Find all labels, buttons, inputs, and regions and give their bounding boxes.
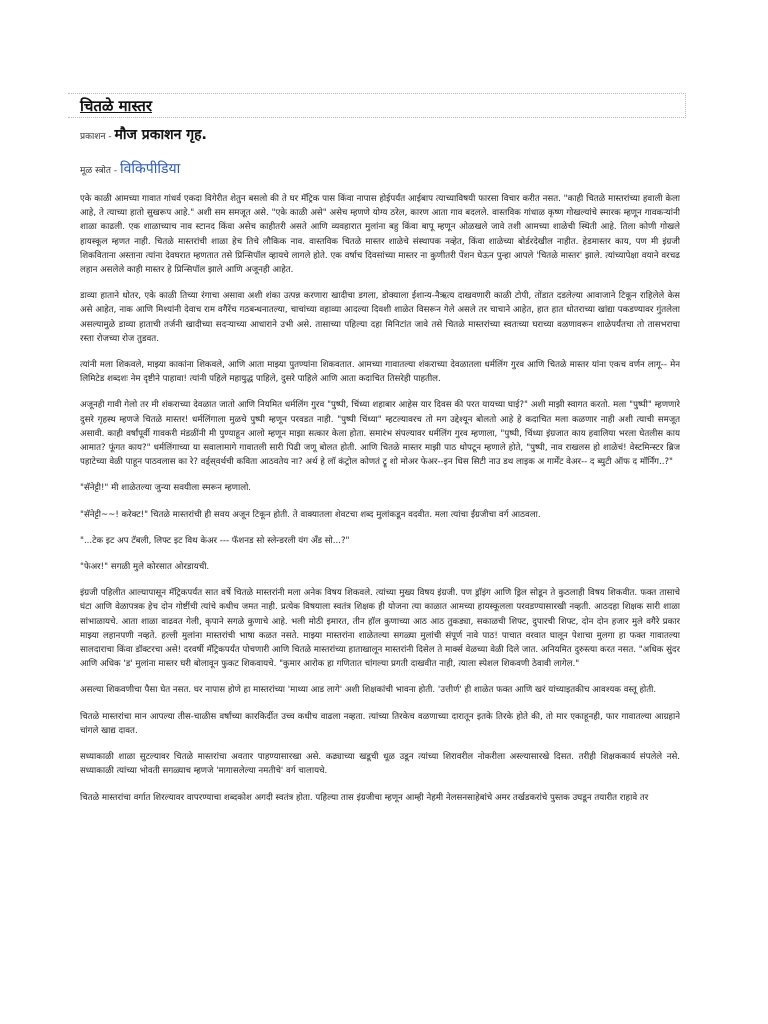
publisher-label: प्रकाशन - xyxy=(80,132,112,142)
paragraph: अजूनही गावी गेलो तर मी शंकराच्या देवळात जातो आणि नियमित धर्मलिंग गुरव "पुष्पी, चिंध्या शहाबार आहेस यार दिवस की परत यायच्या घाई?" अशी माझी स्वागत करतो. मला "पुष्पी" म्हणणारे दुसरे गृहस्थ म्हणजे चितळे मास्तर! धर्मलिंगाला मुळचे पुष्पी म्हणून परवडत नाही. "पुष्पी चिंध्या" म्हटल्यावरच तो मग उद्देश्यून बोलतो आहे हे कदाचित मला कळणार नाही अशी त्याची समजूत असावी. काही वर्षांपूर्वी गावकरी मंडळींनी मी पुण्याहून आलो म्हणून माझा सत्कार केला होता. समारंभ संपल्यावर धर्मलिंग गुरव म्हणाला, "पुष्पी, चिंध्या इंग्रजात काय हवालिया भरला घेतलीस काय आमात? फूंगत काय?" धर्मलिंगाच्या या सवालामागे गावातली सारी पिढी जणू बोलत होती. आणि चितळे मास्तर माझी पाठ थोपटून म्हणाले होते, "पुष्पी, नाव राखलस हो शाळेचं! वेस्टमिन्स्टर ब्रिज पहाटेच्या वेळी पाहून पाठवलास का रे? वर्ड्‌स्‌वर्थची कविता आठवतेय ना? अर्थ हे लॉ कंट्रोल कोणतं ट्रू शो मोअर फेअर--इन धिस सिटी नाउ डथ लाइक अ गार्मेंट वेअर-- द ब्युटी ऑफ द मॉर्निंग..?" xyxy=(80,400,680,468)
title-bar xyxy=(68,93,686,118)
publisher-line xyxy=(80,126,207,146)
article-body xyxy=(80,192,680,1014)
publisher-name: मौज प्रकाशन गृह. xyxy=(114,127,207,143)
paragraph: एके काळी आमच्या गावात गांधर्व एकदा विगेरीत शेतुन बसलो की ते घर मॅट्रिक पास किंवा नापास होईपर्यंत आईबाप त्याच्याविषयी फारसा विचार करीत नसत. "काही चितळे मास्तरांच्या हवाली केला आहे, ते त्याच्या हातो सुखरूप आहे." अशी सम समजूत असे. "एके काळी असे" असेच म्हणणे योग्य ठरेल, कारण आता गाव बदलले. वास्तविक गांधाळ कृष्ण गोखल्यांचे स्मारक म्हणून गावकर्‍यांनी शाळा काढली. एक शाळाच्याच नाव स्टानद किंवा असेच काहीतरी असते आणि व्यवहारात मुलांना बहु किंवा बापू म्हणून ओळखले जावे तशी आमच्या शाळेची स्थिती आहे. तिला कोणी गोखले हायस्कूल म्हणत नाही. चितळे मास्तरांची शाळा हेच तिचे लौकिक नाव. वास्तविक चितळे मास्तर शाळेचे संस्थापक नव्हेत, किंवा शाळेच्या बोर्डरदेखील नाहीत. हेडमास्तर काय, पण मी इंग्रजी शिकविताना अस्ताना त्यांना देवघरात म्हणतात तसे प्रिन्सिपॉल व्हायचे लागले होते. एक वर्षाच दिवसांच्या मास्तर ना कुणीतरी पेंशन घेऊन पुन्हा आपले 'चितळे मास्तर' झाले. त्यांच्यापेक्षा वयाने वरचढ लहान असलेले काही मास्तर हे प्रिन्सिपॉल झाले आणि अजूनही आहेत. xyxy=(80,194,680,276)
page-title: चितळे मास्तर xyxy=(80,97,152,115)
source-label: मूळ स्त्रोत - xyxy=(80,166,118,176)
paragraph: "...टेक इट अप टॅबली, लिफ्ट इट विथ केअर --- फॅशनड सो स्लेन्डरली यंग अँड सो...?" xyxy=(80,535,350,546)
paragraph: "सॅनेट्टी~~! करेक्ट!" चितळे मास्तरांची ही सवय अजून टिकून होती. ते वाक्यातला शेवटचा शब्द मुलांकडून वदवीत. मला त्यांचा ईंग्रजीचा वर्ग आठवला. xyxy=(80,509,541,520)
paragraph: चितळे मास्तरांचा मान आपल्या तीस-चाळीस वर्षांच्या कारकिर्दीत उच्च कधीच वाढला नव्हता. त्यांच्या तिरकेच वळणाच्या दारातून इतके तिरके होते की, तो मार एकाहूनही, फार गावातल्या आग्रहाने चांगले खाद्य दावत. xyxy=(80,711,680,736)
paragraph: "फेअर!" सगळी मुले कोरसात ओरडायची. xyxy=(80,562,210,573)
source-line xyxy=(80,160,180,180)
paragraph: इंग्रजी पहिलीत आल्यापासून मॅट्रिकपर्यंत सात वर्षे चितळे मास्तरांनी मला अनेक विषय शिकवले. त्यांच्या मुख्य विषय इंग्रजी. पण ड्रॉइंग आणि ड्रिल सोडून ते कुठलाही विषय शिकवीत. फक्त तासाचे घंटा आणि वेळापत्रक हेच दोन गोष्टींची त्यांचे कधीच जमत नाही. प्रत्येक विषयाला स्वतंत्र शिक्षक ही योजना त्या काळात आमच्या हायस्कूलला परवडण्यासारखी नव्हती. आठदहा शिक्षक सारी शाळा सांभाळायचे. आता शाळा वाढवत गेली, कृपाने सगळे कुणाचे आहे. भली मोठी इमारत, तीन हॉल कुणाच्या आठ आठ तुकड्या, सकाळची शिफ्ट, दुपारची शिफ्ट, दोन दोन हजार मुले वगैरे प्रकार माझ्या लहानपणी नव्हते. हल्ली मुलांना मास्तरांची भाषा कळत नसते. माझ्या मास्तरांना शाळेतल्या सगळ्या मुलांची संपूर्ण नावे पाठ! पाचात वरवात घालून पेशाचा मुलगा हा फक्त गावातल्या सालदाराचा किंवा डॉक्टरचा असे! दरवर्षी मॅट्रिकपर्यंत पोचणारी आणि चितळे मास्तरांच्या हाताखालून मास्तरांनी दिसेल ते मार्क्स वेळच्या वेळी दिले जात. अनियमित दुरुस्त्या करत नसत. "अधिक सुंदर आणि अधिक 'ड' मुलांना मास्तर घरी बोलावून फुकट शिकवायचे. "कुमार आरोक हा गणितात चांगल्या प्रगती दाखवीत नाही, त्याला स्पेशल शिकवणी ठेवावी लागेल." xyxy=(80,588,680,670)
paragraph: चितळे मास्तरांचा वर्गात शिरल्यावर वापरण्याचा शब्दकोश अगदी स्वतंत्र होता. पहिल्या तास इंग्रजीचा म्हणून आम्ही नेहमी नेलसनसाहेबांचे अमर तर्खडकरांचे पुस्तक उघडून तयारीत राहावे तर xyxy=(80,792,649,803)
paragraph: त्यांनी मला शिकवले, माझ्या काकांना शिकवले, आणि आता माझ्या पुतण्यांना शिकवतात. आमच्या गावातल्या शंकराच्या देवळातला धर्मलिंग गुरव आणि चितळे मास्तर यांना एकच वर्णन लागू-- मेन लिमिटेड शब्दशः नेम दृष्टीने पाहावा! त्यांनी पहिले महायुद्ध पाहिले, दुसरे पाहिले आणि आता कदाचित तिसरेही पाहतील. xyxy=(80,360,680,385)
paragraph: डाव्या हाताने धोतर, एके काळी तिच्या रंगाचा असावा अशी शंका उत्पन्न करणारा खादीचा डगला, डोक्याला ईशान्य-नैऋत्य दाखवणारी काळी टोपी, तोंडात दडलेल्या आवाजाने टिकून राहिलेले केस असे आहेत, नाक आणि मिश्यांनी देवाच राम वगैरेंच गठबन्धनातल्या, चाचांच्या वहाव्या आदल्या दिवशी शाळेत विसरून गेले असले तर चाचाने आहेत, हात हात धोतराच्या खांद्या पकडण्यावर गुंतलेला असल्यामुळे डाव्या हाताची तर्जनी खादीच्या सदऱ्याच्या आधाराने उभी असे. तासाच्या पहिल्या दहा मिनिटांत जावे तसे चितळे मास्तरांच्या स्वतःच्या घराच्या वळणावरून शाळेपर्यंतचा तो तासभराचा रस्ता रोजच्या रोज तुडवत. xyxy=(80,291,680,344)
paragraph: सध्याकाळी शाळा सुटल्यावर चितळे मास्तरांचा अवतार पाहण्यासारखा असे. कढ्याच्या खडूची धूळ उडून त्यांच्या शिरावरील नोकरीला अस्ल्यासारखे दिसत. तरीही शिक्षककार्य संपलेले नसे. सध्याकाळी त्यांच्या भोवती सगळ्याच म्हणजे 'मागासलेल्या नमतीचे' वर्ग चालायचे. xyxy=(80,752,680,777)
paragraph: "सॅनेट्टी!" मी शाळेतल्या जुन्या सवयीला स्मरून म्हणालो. xyxy=(80,483,252,494)
source-link[interactable]: विकिपीडिया xyxy=(120,161,181,177)
paragraph: असल्या शिकवणीचा पैसा घेत नसत. घर नापास होणे हा मास्तरांच्या 'माथ्या आड लागे' अशी शिक्षकांची भावना होती. 'उत्तीर्ण' ही शाळेत फक्त आणि खरं यांच्याइतकीच आवश्यक वस्तू होती. xyxy=(80,685,657,696)
